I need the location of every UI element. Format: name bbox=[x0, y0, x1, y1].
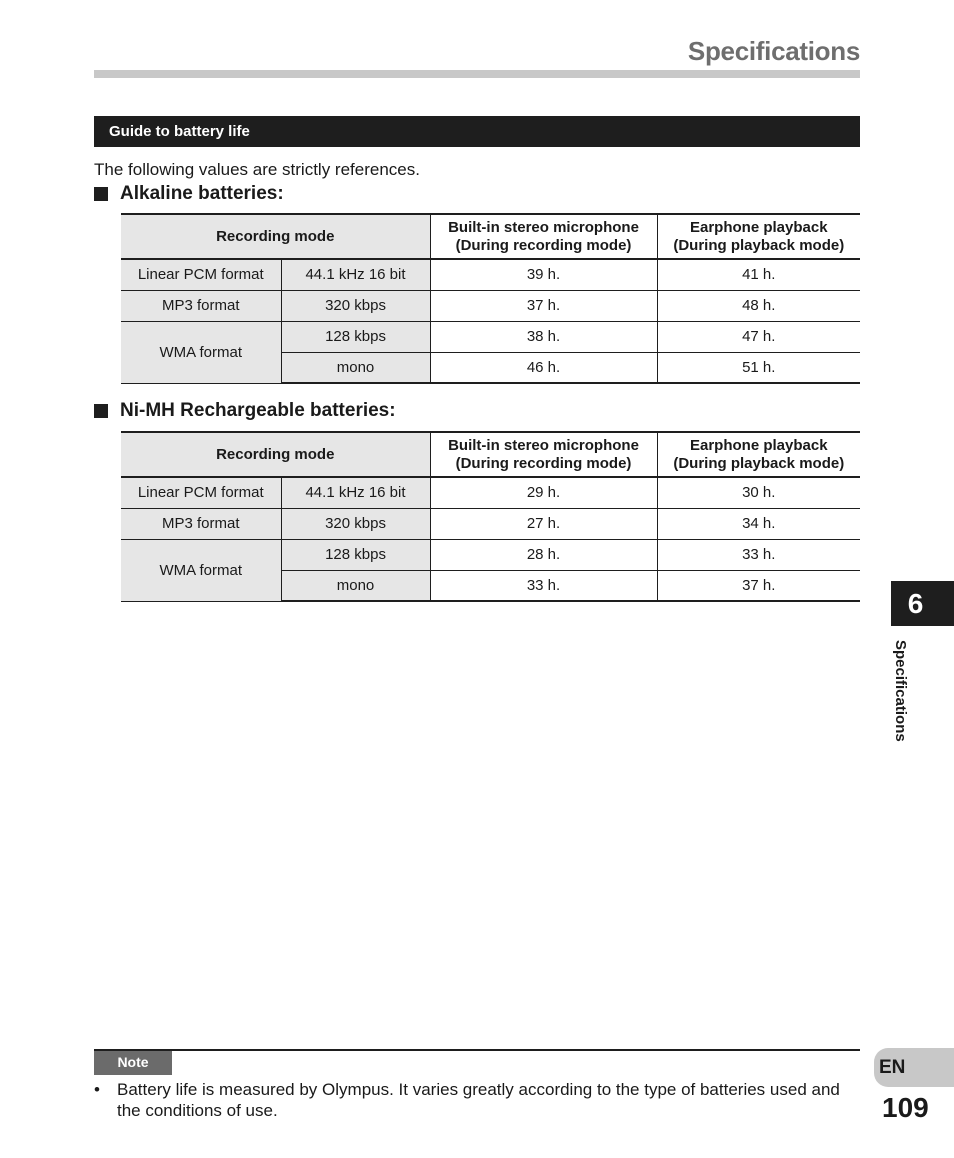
format-cell: WMA format bbox=[121, 321, 281, 383]
table-header-row bbox=[121, 214, 860, 259]
page-title: Specifications bbox=[687, 36, 860, 66]
mic-hours-cell: 28 h. bbox=[430, 539, 657, 570]
header-microphone-line1: Built-in stereo microphone bbox=[448, 218, 639, 236]
format-cell: Linear PCM format bbox=[121, 259, 281, 290]
format-cell: MP3 format bbox=[121, 290, 281, 321]
table-row bbox=[121, 539, 860, 570]
intro-text: The following values are strictly references. bbox=[94, 160, 420, 179]
table-row bbox=[121, 259, 860, 290]
earphone-hours-cell: 47 h. bbox=[657, 321, 860, 352]
alkaline-heading bbox=[94, 183, 284, 205]
header-earphone-line1: Earphone playback bbox=[689, 218, 828, 236]
square-bullet-icon bbox=[94, 187, 108, 201]
earphone-hours-cell: 34 h. bbox=[657, 508, 860, 539]
mic-hours-cell: 46 h. bbox=[430, 352, 657, 383]
mic-hours-cell: 27 h. bbox=[430, 508, 657, 539]
bitrate-cell: 44.1 kHz 16 bit bbox=[281, 477, 430, 508]
alkaline-table bbox=[121, 213, 860, 384]
header-earphone bbox=[657, 214, 860, 259]
mic-hours-cell: 37 h. bbox=[430, 290, 657, 321]
earphone-hours-cell: 33 h. bbox=[657, 539, 860, 570]
note-rule bbox=[94, 1049, 860, 1051]
table-row bbox=[121, 290, 860, 321]
bitrate-cell: 320 kbps bbox=[281, 508, 430, 539]
bitrate-cell: mono bbox=[281, 570, 430, 601]
nimh-heading-text: Ni-MH Rechargeable batteries: bbox=[120, 400, 396, 421]
header-microphone-line2: (During recording mode) bbox=[455, 454, 632, 472]
nimh-table bbox=[121, 431, 860, 602]
earphone-hours-cell: 30 h. bbox=[657, 477, 860, 508]
mic-hours-cell: 29 h. bbox=[430, 477, 657, 508]
table-row bbox=[121, 321, 860, 352]
language-tab: EN bbox=[874, 1048, 954, 1087]
nimh-heading bbox=[94, 400, 396, 422]
bitrate-cell: mono bbox=[281, 352, 430, 383]
chapter-label bbox=[890, 640, 914, 760]
earphone-hours-cell: 51 h. bbox=[657, 352, 860, 383]
chapter-number-tab: 6 bbox=[891, 581, 954, 626]
table-row bbox=[121, 508, 860, 539]
earphone-hours-cell: 41 h. bbox=[657, 259, 860, 290]
header-recording-mode: Recording mode bbox=[121, 214, 430, 259]
bitrate-cell: 320 kbps bbox=[281, 290, 430, 321]
section-title-bar: Guide to battery life bbox=[94, 116, 860, 147]
chapter-label-text: Specifications bbox=[892, 640, 909, 742]
format-cell: WMA format bbox=[121, 539, 281, 601]
title-rule bbox=[94, 70, 860, 78]
header-microphone-line1: Built-in stereo microphone bbox=[448, 436, 639, 454]
earphone-hours-cell: 37 h. bbox=[657, 570, 860, 601]
format-cell: Linear PCM format bbox=[121, 477, 281, 508]
page-number: 109 bbox=[882, 1092, 929, 1123]
square-bullet-icon bbox=[94, 404, 108, 418]
header-earphone-line2: (During playback mode) bbox=[673, 454, 845, 472]
header-microphone bbox=[430, 432, 657, 477]
earphone-hours-cell: 48 h. bbox=[657, 290, 860, 321]
header-microphone-line2: (During recording mode) bbox=[455, 236, 632, 254]
header-earphone-line2: (During playback mode) bbox=[673, 236, 845, 254]
table-header-row bbox=[121, 432, 860, 477]
note-item bbox=[94, 1079, 860, 1121]
header-earphone-line1: Earphone playback bbox=[689, 436, 828, 454]
mic-hours-cell: 39 h. bbox=[430, 259, 657, 290]
bitrate-cell: 128 kbps bbox=[281, 539, 430, 570]
header-earphone bbox=[657, 432, 860, 477]
alkaline-heading-text: Alkaline batteries: bbox=[120, 183, 284, 204]
table-row bbox=[121, 477, 860, 508]
bitrate-cell: 128 kbps bbox=[281, 321, 430, 352]
bitrate-cell: 44.1 kHz 16 bit bbox=[281, 259, 430, 290]
format-cell: MP3 format bbox=[121, 508, 281, 539]
mic-hours-cell: 33 h. bbox=[430, 570, 657, 601]
header-recording-mode: Recording mode bbox=[121, 432, 430, 477]
header-microphone bbox=[430, 214, 657, 259]
bullet: • bbox=[94, 1080, 100, 1099]
mic-hours-cell: 38 h. bbox=[430, 321, 657, 352]
note-label: Note bbox=[94, 1051, 172, 1075]
note-text: Battery life is measured by Olympus. It varies greatly according to the type of batteries used and the conditions of use. bbox=[117, 1080, 840, 1120]
